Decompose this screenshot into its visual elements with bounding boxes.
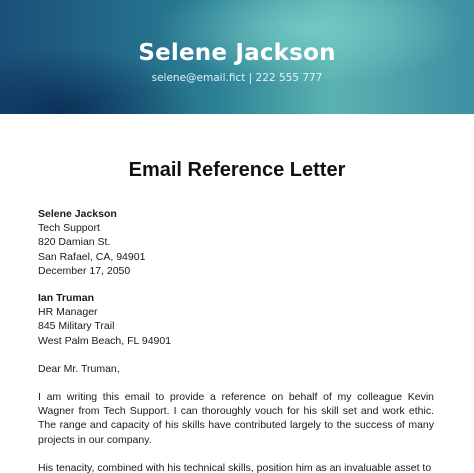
recipient-block: [38, 291, 436, 348]
body-paragraph-1: I am writing this email to provide a reference on behalf of my colleague Kevin Wagner from Tech Support. I can thoroughly vouch for his skill set and work ethic. The range and capacity of his skills have contributed largely to the success of many projects in our company.: [38, 391, 434, 446]
recipient-street: 845 Military Trail: [38, 320, 115, 333]
sender-block: [38, 207, 436, 278]
salutation-text: Dear Mr. Truman,: [38, 363, 120, 375]
header-banner: [0, 0, 474, 114]
letter-date: December 17, 2050: [38, 264, 131, 277]
header-contact: selene@email.fict | 222 555 777: [151, 72, 323, 84]
recipient-role: HR Manager: [38, 306, 98, 319]
header-name: Selene Jackson: [138, 40, 336, 66]
recipient-city: West Palm Beach, FL 94901: [38, 334, 172, 347]
document-title: Email Reference Letter: [128, 159, 346, 181]
recipient-name: Ian Truman: [38, 292, 95, 304]
sender-city: San Rafael, CA, 94901: [38, 250, 146, 263]
sender-role: Tech Support: [38, 222, 100, 235]
sender-name: Selene Jackson: [38, 208, 117, 220]
salutation: [38, 362, 436, 376]
body-paragraph-2: His tenacity, combined with his technical skills, position him as an invaluable asset to: [38, 462, 432, 473]
sender-street: 820 Damian St.: [38, 236, 111, 249]
